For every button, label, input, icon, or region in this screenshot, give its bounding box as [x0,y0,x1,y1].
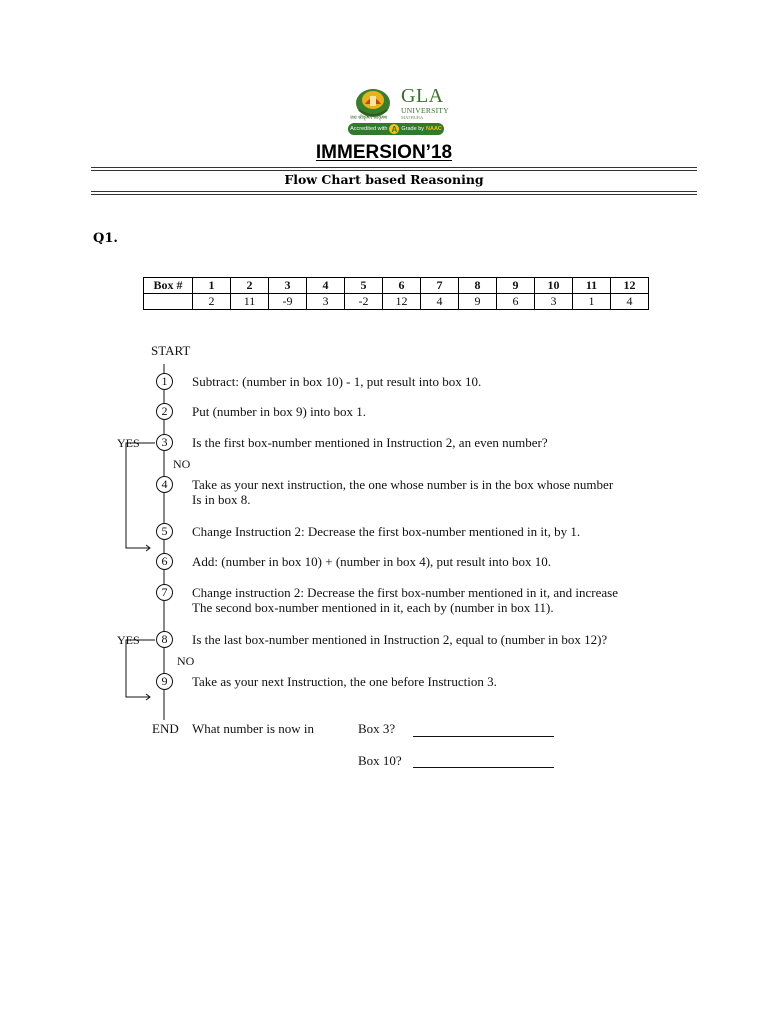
answer-prompt-box-10: Box 10? [358,753,402,768]
box-number: 10 [535,278,573,294]
step-number-2: 2 [156,403,173,420]
box-number: 9 [497,278,535,294]
box-value: -9 [269,294,307,310]
box-value-label-empty [144,294,193,310]
question-label: Q1. [93,231,118,246]
box-value: 4 [611,294,649,310]
no-label-step-8: NO [177,654,195,668]
box-number: 11 [573,278,611,294]
accreditation-grade-suffix: Grade by [401,126,425,132]
step-text-7-line-2: The second box-number mentioned in it, each by (number in box 11). [192,600,554,615]
answer-prompt-box-3: Box 3? [358,721,396,736]
accreditation-body: NAAC [426,126,442,132]
logo-tagline: जय श्रीकृष्ण श्रीकृष्ण [350,115,388,121]
box-number: 4 [307,278,345,294]
step-text-4-line-2: Is in box 8. [192,492,251,507]
step-number-6: 6 [156,553,173,570]
step-text-4-line-1: Take as your next instruction, the one whose number is in the box whose number [192,477,614,492]
logo-city: MATHURA [401,114,424,120]
flow-start-label: START [151,343,191,358]
document-title: IMMERSION’18 [315,142,453,163]
box-header-label: Box # [144,278,193,294]
subtitle-rule [91,191,697,192]
box-value: -2 [345,294,383,310]
step-text-3: Is the first box-number mentioned in Instruction 2, an even number? [192,435,548,450]
box-value: 12 [383,294,421,310]
box-table [143,277,649,310]
box-value: 4 [421,294,459,310]
box-number-row [144,278,649,294]
step-number-3: 3 [156,434,173,451]
box-number: 1 [193,278,231,294]
step-text-8: Is the last box-number mentioned in Instruction 2, equal to (number in box 12)? [192,632,608,647]
end-question-text: What number is now in [192,721,315,736]
box-value: 6 [497,294,535,310]
box-value: 2 [193,294,231,310]
box-number: 8 [459,278,497,294]
step-number-5: 5 [156,523,173,540]
step-number-1: 1 [156,373,173,390]
flow-end-label: END [152,721,179,736]
step-text-5: Change Instruction 2: Decrease the first box-number mentioned in it, by 1. [192,524,581,539]
step-text-7-line-1: Change instruction 2: Decrease the first box-number mentioned in it, and increase [192,585,618,600]
accreditation-banner [348,123,444,135]
box-number: 2 [231,278,269,294]
subtitle-rule-inner [91,194,697,195]
title-rule-top-inner [91,170,697,171]
step-text-9: Take as your next Instruction, the one before Instruction 3. [192,674,497,689]
step-number-8: 8 [156,631,173,648]
logo-name: GLA [401,85,444,107]
title-rule-top [91,167,697,168]
step-text-1: Subtract: (number in box 10) - 1, put result into box 10. [192,374,482,389]
logo-university: UNIVERSITY [401,106,449,115]
box-value-row [144,294,649,310]
university-logo [348,86,448,138]
step-number-9: 9 [156,673,173,690]
step-number-7: 7 [156,584,173,601]
box-number: 3 [269,278,307,294]
document-subtitle: Flow Chart based Reasoning [284,172,484,187]
step-text-2: Put (number in box 9) into box 1. [192,404,367,419]
step-text-6: Add: (number in box 10) + (number in box 4), put result into box 10. [192,554,552,569]
box-number: 7 [421,278,459,294]
step-number-4: 4 [156,476,173,493]
box-number: 5 [345,278,383,294]
accreditation-prefix: Accredited with [350,126,388,132]
box-number: 12 [611,278,649,294]
box-value: 1 [573,294,611,310]
box-value: 9 [459,294,497,310]
no-label-step-3: NO [173,457,191,471]
box-value: 3 [307,294,345,310]
yes-label-step-8: YES [117,633,140,647]
accreditation-grade: A [389,124,399,134]
answer-blank-box-10[interactable] [413,767,554,768]
answer-blank-box-3[interactable] [413,736,554,737]
box-number: 6 [383,278,421,294]
box-value: 11 [231,294,269,310]
box-value: 3 [535,294,573,310]
yes-label-step-3: YES [117,436,140,450]
logo-wordmark [401,86,449,120]
